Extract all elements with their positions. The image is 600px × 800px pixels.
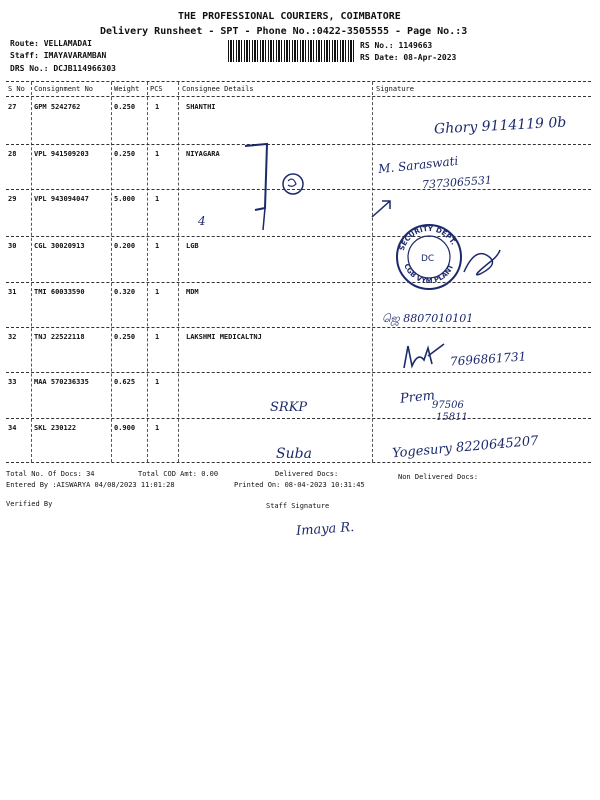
page-subtitle: Delivery Runsheet - SPT - Phone No.:0422-3505555 - Page No.:3 xyxy=(100,26,468,37)
cell-sno: 30 xyxy=(8,242,17,250)
col-consignment: Consignment No xyxy=(34,85,94,93)
signature-row-28-name: M. Saraswati xyxy=(377,153,459,177)
cell-cons: TNJ 22522118 xyxy=(34,333,85,341)
total-cod: Total COD Amt: 0.00 xyxy=(138,470,219,478)
table-top-rule xyxy=(6,81,591,82)
cell-consignee: LAKSHMI MEDICALTNJ xyxy=(186,333,262,341)
signature-row-30 xyxy=(460,242,505,282)
stamp-top-text: SECURITY DEPT. xyxy=(397,224,458,252)
cell-sno: 31 xyxy=(8,288,17,296)
table-header-rule xyxy=(6,96,591,97)
row-34-name: Suba xyxy=(276,446,312,462)
cell-pcs: 1 xyxy=(155,378,160,386)
cell-consignee: MDM xyxy=(186,288,199,296)
signature-row-28-phone: 7373065531 xyxy=(421,173,493,192)
cell-cons: SKL 230122 xyxy=(34,424,77,432)
signature-row-27: Ghory 9114119 0b xyxy=(433,114,567,138)
drs-number: DRS No.: DCJB114966303 xyxy=(10,64,116,73)
staff-signature-label: Staff Signature xyxy=(266,502,330,510)
row-28-mark: 4 xyxy=(198,214,206,228)
bracket-annotation xyxy=(195,138,325,233)
col-divider xyxy=(31,82,32,462)
verified-signature: Imaya R. xyxy=(295,519,355,540)
printed-on: Printed On: 08-04-2023 10:31:45 xyxy=(234,481,365,489)
row-33-name: SRKP xyxy=(270,400,308,415)
cell-weight: 0.625 xyxy=(114,378,136,386)
signature-row-31: ஜெ 8807010101 xyxy=(382,312,474,325)
cell-weight: 0.320 xyxy=(114,288,136,296)
col-divider xyxy=(111,82,112,462)
delivered-docs: Delivered Docs: xyxy=(275,470,339,478)
cell-consignee: LGB xyxy=(186,242,199,250)
cell-cons: MAA 570236335 xyxy=(34,378,89,386)
barcode-image xyxy=(228,40,354,62)
entered-by: Entered By :AISWARYA 04/08/2023 11:01:28 xyxy=(6,481,175,489)
stamp-bottom-text: CGB VYM PLANT xyxy=(402,262,456,286)
cell-weight: 0.250 xyxy=(114,150,136,158)
cell-cons: GPM 5242762 xyxy=(34,103,81,111)
row-divider xyxy=(6,418,591,419)
total-docs: Total No. Of Docs: 34 xyxy=(6,470,95,478)
cell-weight: 0.250 xyxy=(114,103,136,111)
cell-pcs: 1 xyxy=(155,195,160,203)
cell-cons: TMI 60033590 xyxy=(34,288,85,296)
cell-weight: 0.200 xyxy=(114,242,136,250)
cell-pcs: 1 xyxy=(155,333,160,341)
row-divider xyxy=(6,327,591,328)
row-divider xyxy=(6,372,591,373)
table-bottom-rule xyxy=(6,462,591,463)
signature-row-32: 7696861731 xyxy=(449,349,527,369)
row-divider xyxy=(6,236,591,237)
arrow-mark xyxy=(368,195,398,223)
cell-cons: CGL 30020913 xyxy=(34,242,85,250)
col-signature: Signature xyxy=(376,85,414,93)
cell-pcs: 1 xyxy=(155,424,160,432)
svg-text:SECURITY DEPT. xyxy=(398,225,458,252)
signature-row-33-num2: 15811 xyxy=(436,412,468,423)
cell-pcs: 1 xyxy=(155,150,160,158)
rs-number: RS No.: 1149663 xyxy=(360,41,433,50)
cell-cons: VPL 943094047 xyxy=(34,195,89,203)
col-weight: Weight xyxy=(114,85,140,93)
col-divider xyxy=(147,82,148,462)
cell-pcs: 1 xyxy=(155,103,160,111)
signature-row-34: Yogesury 8220645207 xyxy=(391,433,540,462)
cell-weight: 5.000 xyxy=(114,195,136,203)
cell-sno: 27 xyxy=(8,103,17,111)
stamp-center-text: DC xyxy=(421,254,435,264)
security-stamp xyxy=(394,222,464,292)
signature-row-32-mark xyxy=(398,342,448,372)
rs-date: RS Date: 08-Apr-2023 xyxy=(360,53,457,62)
row-divider xyxy=(6,282,591,283)
staff-label: Staff: IMAYAVARAMBAN xyxy=(10,51,107,60)
route-label: Route: VELLAMADAI xyxy=(10,39,92,48)
col-divider xyxy=(178,82,179,462)
verified-by: Verified By xyxy=(6,500,53,508)
col-consignee: Consignee Details xyxy=(182,85,254,93)
col-pcs: PCS xyxy=(150,85,163,93)
company-title: THE PROFESSIONAL COURIERS, COIMBATORE xyxy=(178,11,401,22)
cell-sno: 29 xyxy=(8,195,17,203)
cell-sno: 34 xyxy=(8,424,17,432)
cell-sno: 32 xyxy=(8,333,17,341)
cell-sno: 33 xyxy=(8,378,17,386)
cell-cons: VPL 941509203 xyxy=(34,150,89,158)
non-delivered-docs: Non Delivered Docs: xyxy=(398,473,479,481)
cell-weight: 0.900 xyxy=(114,424,136,432)
cell-pcs: 1 xyxy=(155,242,160,250)
cell-consignee: SHANTHI xyxy=(186,103,216,111)
cell-weight: 0.250 xyxy=(114,333,136,341)
svg-text:CGB VYM PLANT xyxy=(402,263,455,285)
cell-pcs: 1 xyxy=(155,288,160,296)
cell-consignee: NIYAGARA xyxy=(186,150,220,158)
col-sno: S No xyxy=(8,85,25,93)
signature-row-33-num1: 97506 xyxy=(432,400,464,411)
signature-row-33-name: Prem xyxy=(399,388,436,407)
col-divider xyxy=(372,82,373,462)
cell-sno: 28 xyxy=(8,150,17,158)
